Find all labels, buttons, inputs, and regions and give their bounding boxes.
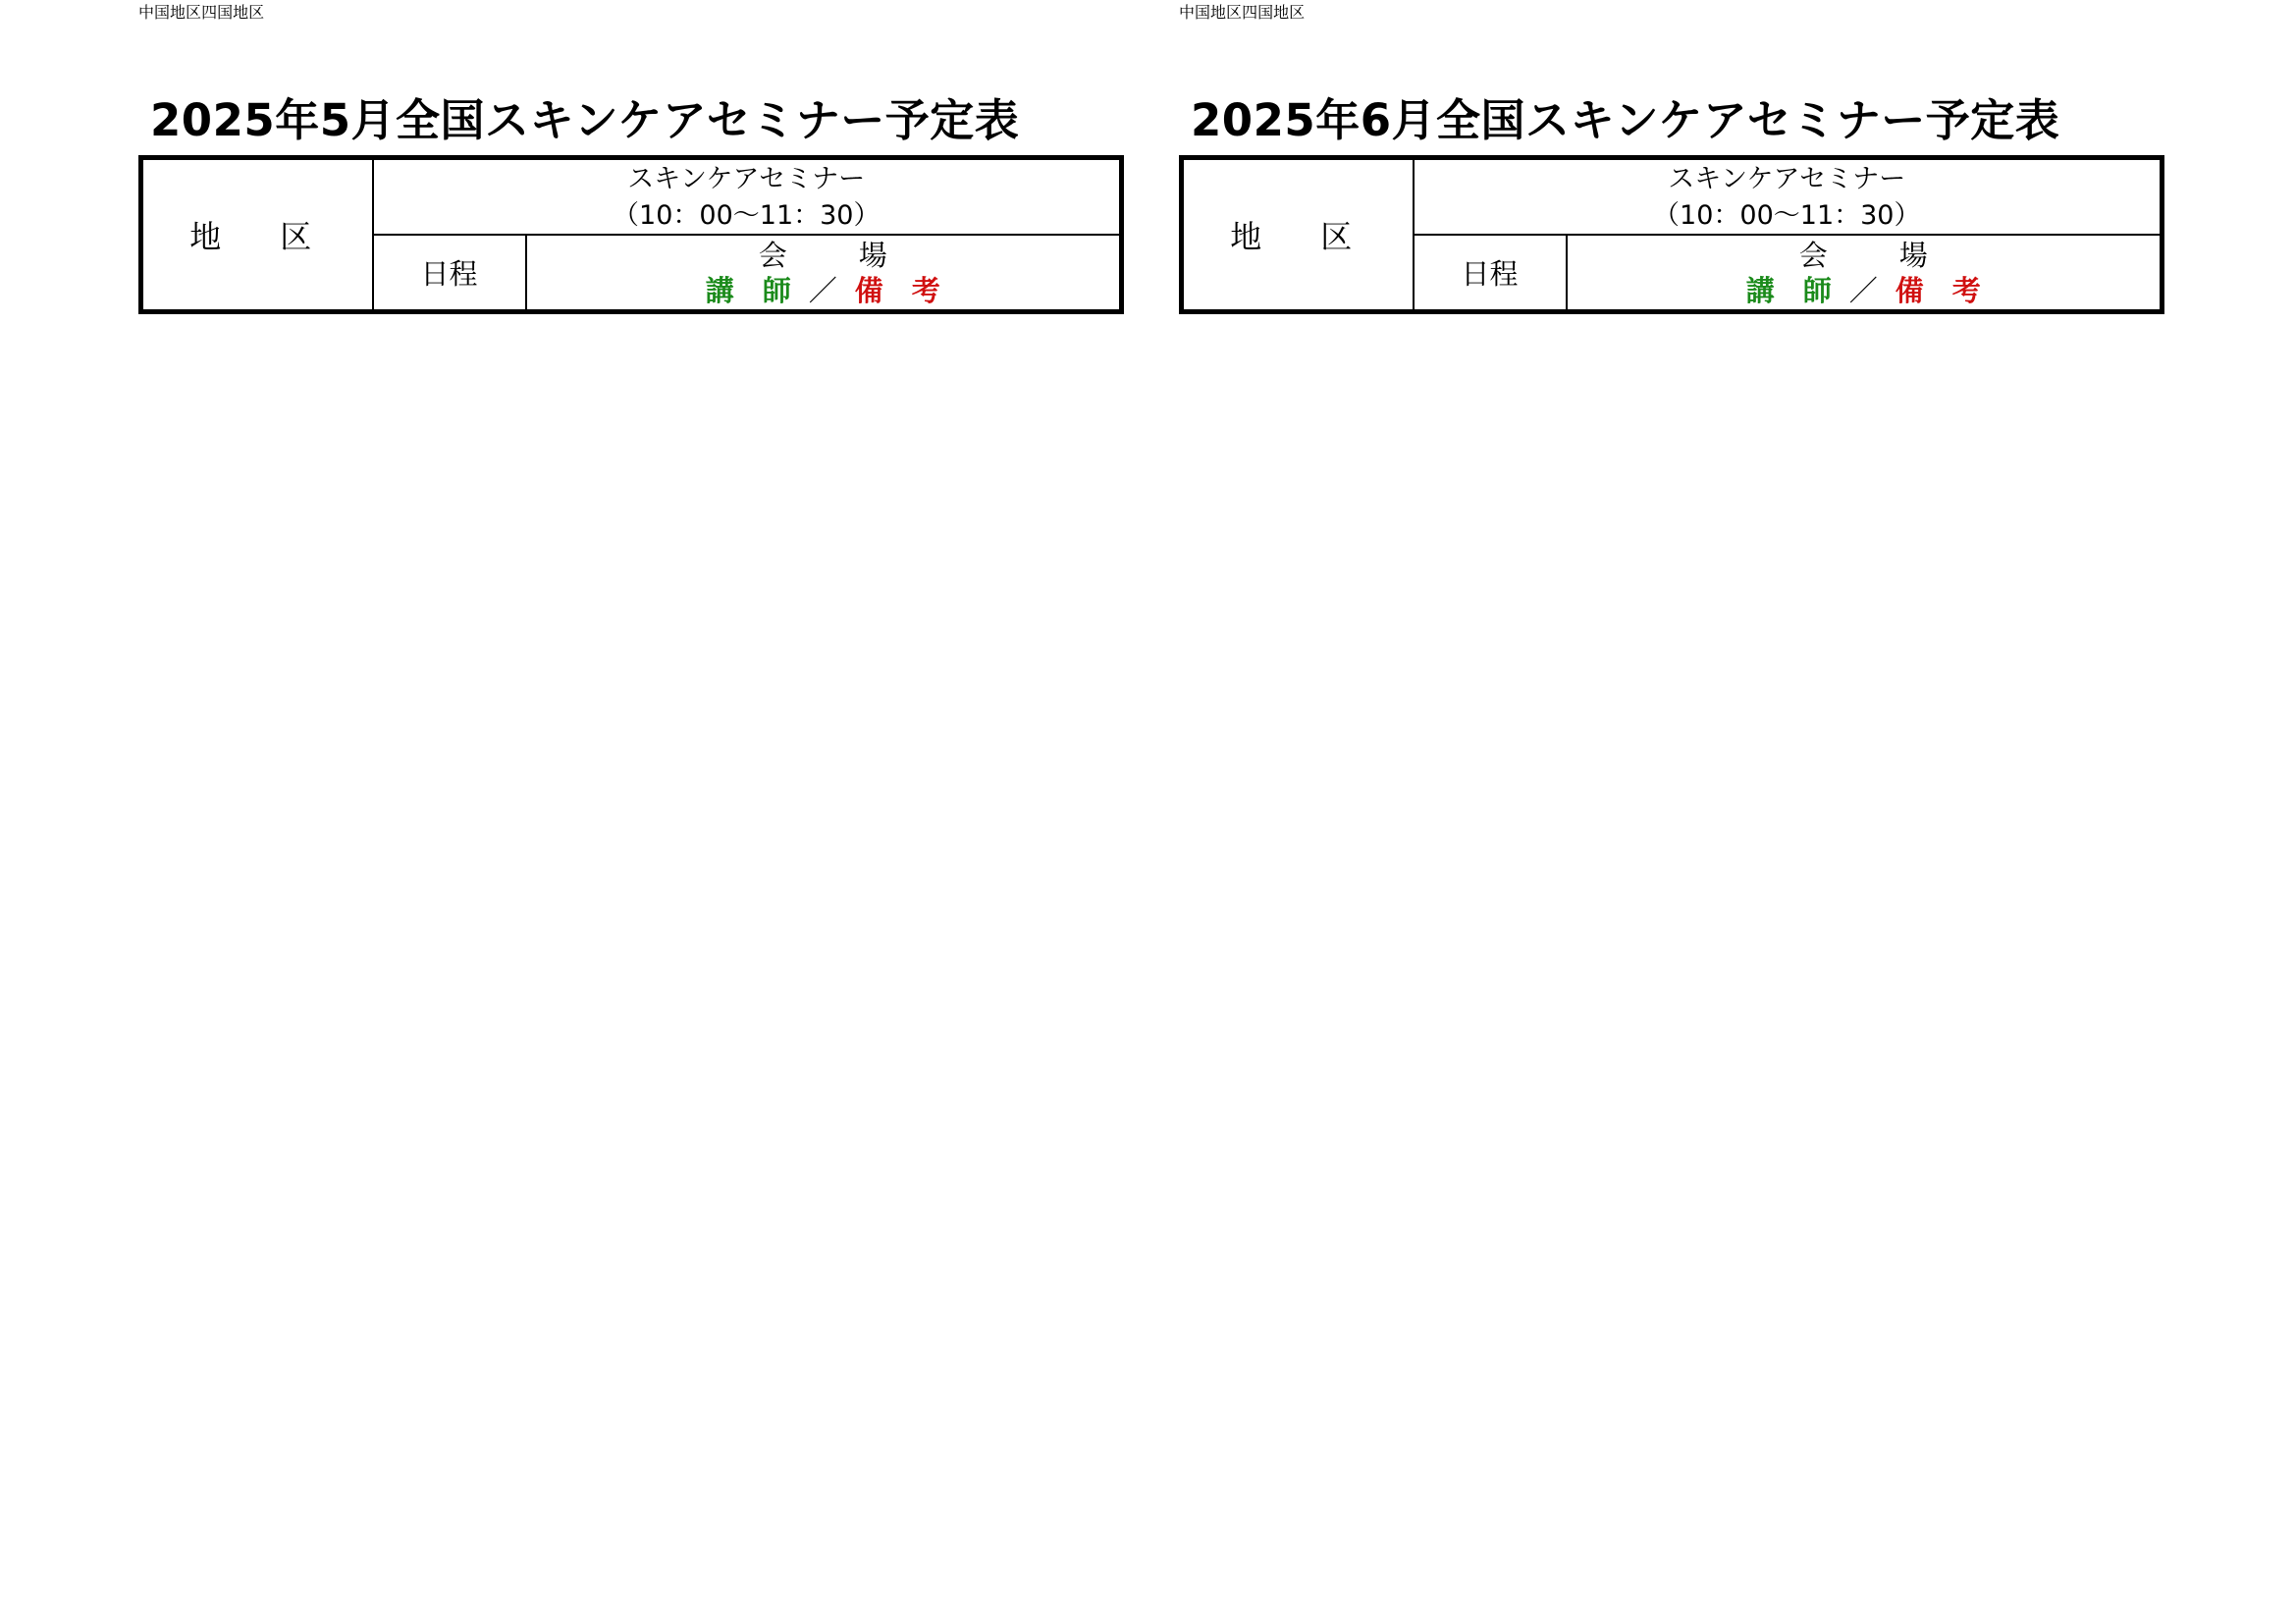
region-char: 国 [217,3,234,22]
lecturer-label: 講 師 [1745,273,1832,307]
seminar-time: （10：00～11：30） [613,199,881,231]
seminar-time: （10：00～11：30） [1653,199,1921,231]
lecturer-remarks-label [1568,273,2161,308]
venue-label: 会 場 [1798,238,1949,272]
region-char: 地 [1210,3,1227,22]
seminar-name: スキンケアセミナー [1668,163,1906,194]
schedule-table [1179,155,2164,314]
region-char: 区 [248,3,265,22]
region-char: 国 [1257,3,1274,22]
date-header: 日程 [1414,235,1567,312]
remarks-label: 備 考 [1895,273,1981,307]
header-row-1 [1182,158,2163,236]
region-char: 中 [1179,3,1196,22]
seminar-name: スキンケアセミナー [627,163,866,194]
region-char: 四 [201,3,218,22]
venue-label: 会 場 [758,238,909,272]
area-header: 地 区 [141,158,373,312]
seminar-header [1414,158,2163,236]
schedule-title: 2025年5月全国スキンケアセミナー予定表 [150,94,1020,146]
region-char: 国 [154,3,171,22]
seminar-header [373,158,1122,236]
region-char: 地 [1273,3,1290,22]
date-header: 日程 [373,235,526,312]
schedule-table [138,155,1124,314]
region-char: 四 [1242,3,1258,22]
may-schedule [138,0,1120,307]
header-row-1 [141,158,1122,236]
area-header: 地 区 [1182,158,1414,312]
region-char: 区 [186,3,202,22]
lecturer-remarks-label [527,273,1120,308]
remarks-label: 備 考 [854,273,940,307]
region-char: 地 [233,3,249,22]
region-char: 区 [1289,3,1306,22]
region-char: 中 [138,3,155,22]
venue-header [1567,235,2163,312]
june-schedule [1179,0,2161,307]
schedule-title: 2025年6月全国スキンケアセミナー予定表 [1191,94,2060,146]
region-char: 地 [170,3,187,22]
slash-separator: ／ [1848,273,1878,307]
slash-separator: ／ [808,273,837,307]
region-char: 区 [1226,3,1243,22]
venue-header [526,235,1122,312]
lecturer-label: 講 師 [705,273,791,307]
region-char: 国 [1195,3,1211,22]
